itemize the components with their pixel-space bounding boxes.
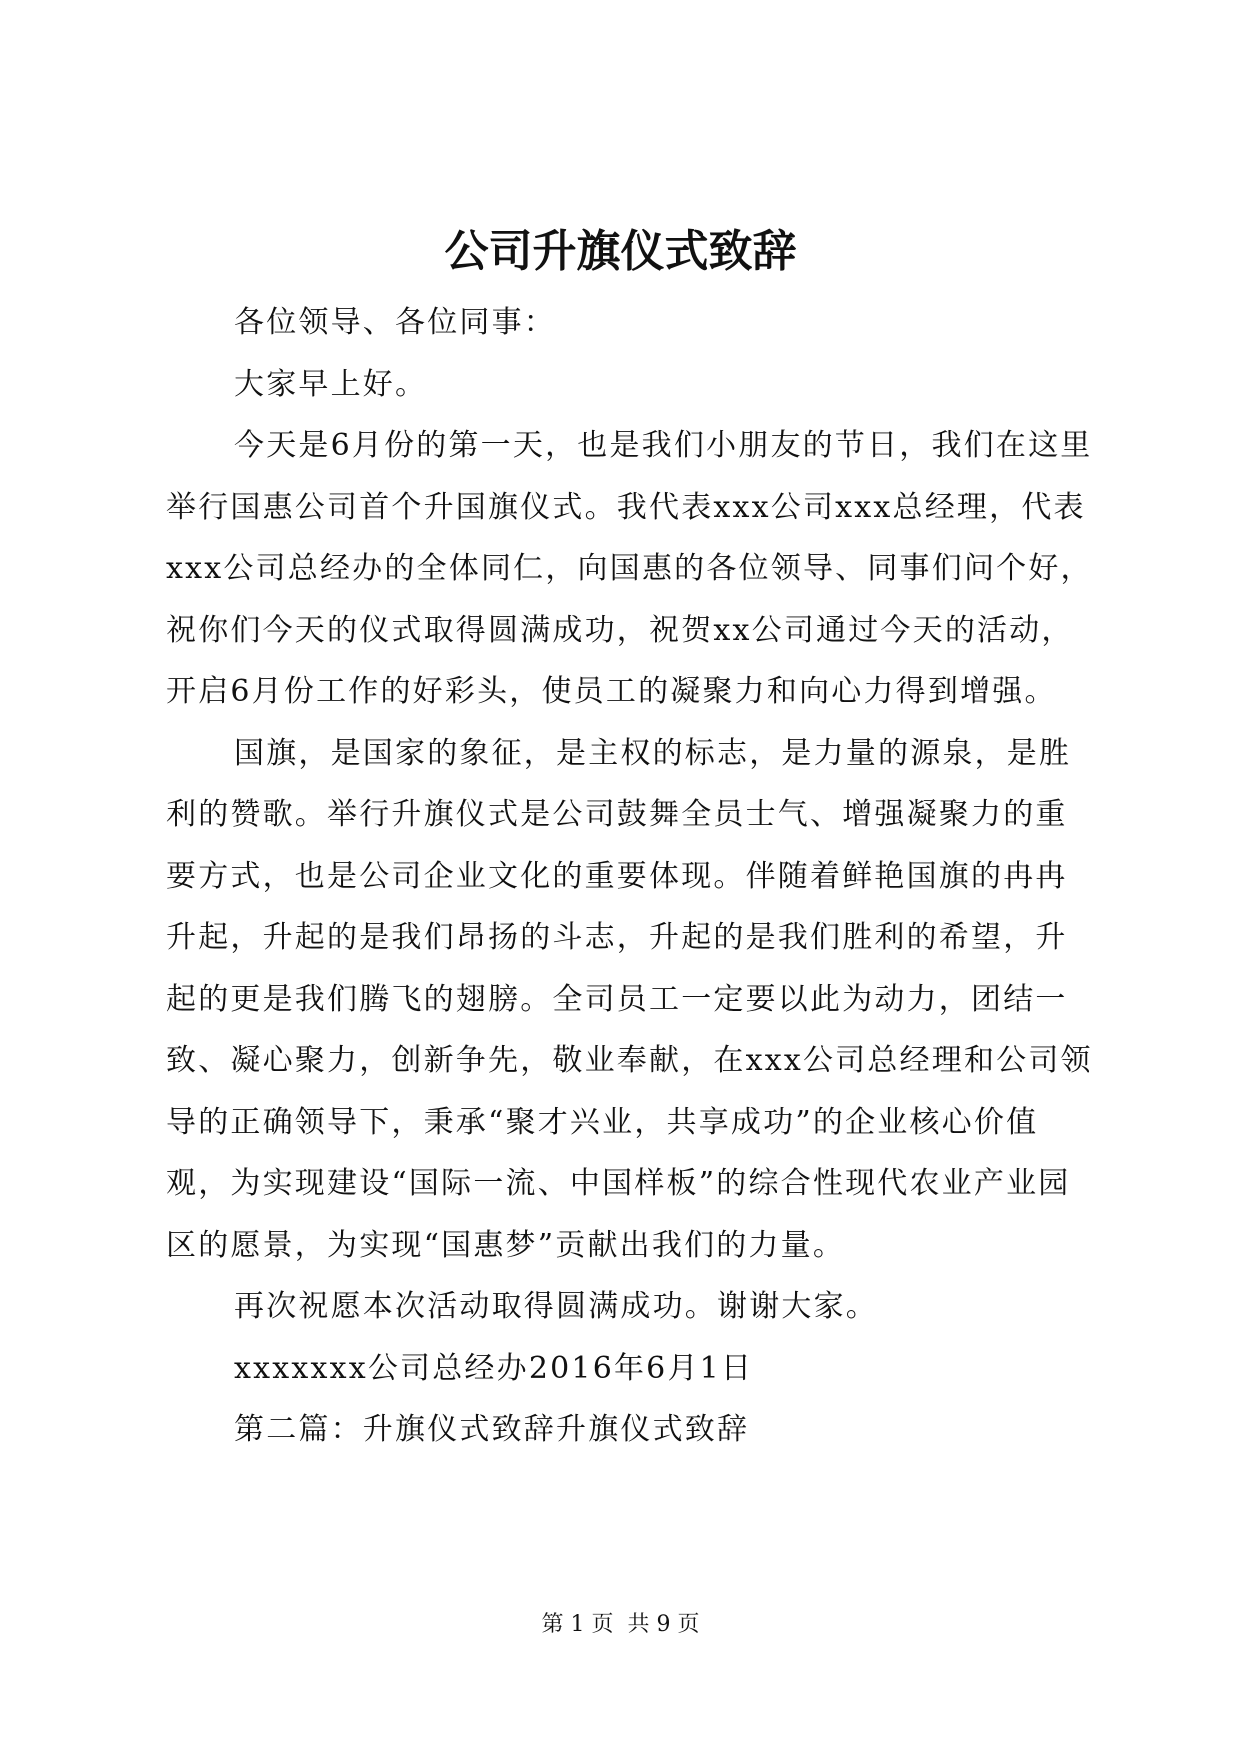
salutation: 各位领导、各位同事： — [234, 305, 556, 340]
signature-line: xxxxxxx公司总经办2016年6月1日 — [234, 1350, 754, 1386]
page-number: 第 1 页 共 9 页 — [541, 1612, 700, 1637]
paragraph-closing: 再次祝愿本次活动取得圆满成功。谢谢大家。 — [234, 1289, 878, 1324]
document-title: 公司升旗仪式致辞 — [444, 226, 797, 277]
next-section-heading: 第二篇：升旗仪式致辞升旗仪式致辞 — [234, 1412, 750, 1447]
page-footer — [0, 1610, 1241, 1640]
document-body — [166, 292, 1094, 1461]
paragraph-intro: 今天是6月份的第一天，也是我们小朋友的节日，我们在这里举行国惠公司首个升国旗仪式。我代表xxx公司xxx总经理，代表xxx公司总经办的全体同仁，向国惠的各位领导、同事们问个好，祝你们今天的仪式取得圆满成功，祝贺xx公司通过今天的活动，开启6月份工作的好彩头，使员工的凝聚力和向心力得到增强。 — [166, 428, 1093, 709]
paragraph-flag: 国旗，是国家的象征，是主权的标志，是力量的源泉，是胜利的赞歌。举行升旗仪式是公司鼓舞全员士气、增强凝聚力的重要方式，也是公司企业文化的重要体现。伴随着鲜艳国旗的冉冉升起，升起的是我们昂扬的斗志，升起的是我们胜利的希望，升起的更是我们腾飞的翅膀。全司员工一定要以此为动力，团结一致、凝心聚力，创新争先，敬业奉献，在xxx公司总经理和公司领导的正确领导下，秉承“聚才兴业，共享成功”的企业核心价值观，为实现建设“国际一流、中国样板”的综合性现代农业产业园区的愿景，为实现“国惠梦”贡献出我们的力量。 — [166, 735, 1093, 1263]
greeting: 大家早上好。 — [234, 366, 428, 402]
